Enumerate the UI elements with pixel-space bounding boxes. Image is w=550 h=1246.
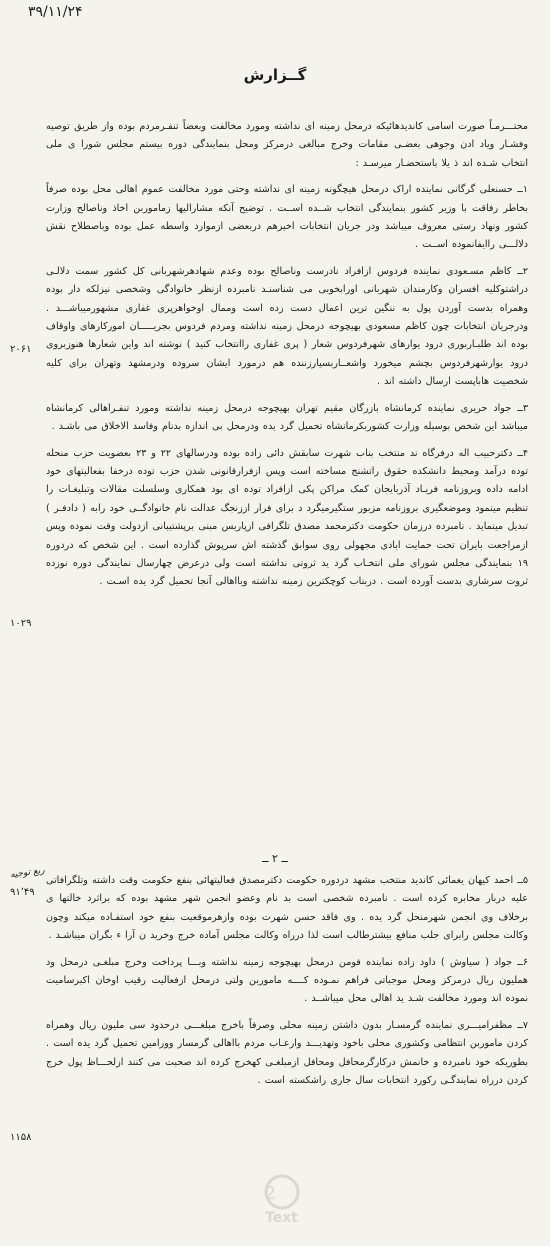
item-1: ۱ــ حسنعلی گرگانی نماینده اراک درمحل هیچگونه زمینه ای نداشته وحتی مورد مخالفت عموم اهالی محل بوده صرفاً بخاطر رفاقت با وزیر کشور بنمایندگی انتخاب شــده اســت . توضیح آنکه مشارالیها زماموربن اخاذ وناصالح وزارت کشور ونهاد رستی معروف میباشد ودر جریان انتخابات اخیرهم دربعضی ازموارد واسطه عمل بوده وباصطلاح نقش دلالـــی راایفانموده اســت .	[46, 184, 528, 251]
document-title: گــزارش	[243, 66, 307, 84]
item-4: ۴ــ دکترحبیب اله درفرگاه ند منتخب بناب شهرت سابقش دائی زاده بوده ودرسالهای ۲۲ و ۲۳ بعضویت حزب منحله توده درآمد ومحیط دانشکده حقوق راتشنج مساخته است وپس ازفرارقانونی شدن حزب توده درخفا بفعالیتهای خود ادامه داده وبروزنامه فریـاد آذربایجان کمک مراکن پکی ازافراد توده ای بود همکاری وسلسلت مقالات وتبلیغـات را تنظیم مینمود وموضعگیری بروزنامه مزبور ستگیرمیگرد د برای فرار اززنجگ عدالت نام خانوادگــی خود رابه ( دادفـر ) تبدیل مینماید . نامبرده درزمان حکومت دکترمحمد مصدق تلگرافی ازپاریس مبنی برپشتیبانی ازدولت وقت نموده وپس ازمراجعت بایران تحت حمایت ابادی مجهولی روی سوابق گذشته اش سرپوش گذارده است . این شخص که دردوره ۱۹ بنمایندگی مجلس شورای ملی انتخـاب گرد ید ثروتی نداشته است ولی درعرض چهارسال نمایندگی دوره نوزده ثروت سرشاری بدست آورده است . دربناب کوچکترین زمینه نداشته وبااهالی آنجا تحمیل گرد یده اسـت .	[46, 447, 528, 588]
svg-text:2: 2	[264, 1183, 276, 1204]
item-6: ۶ــ جواد ( سیاوش ) داود زاده نماینده فومن درمحل بهیچوجه زمینه نداشته وبـــا پرداخت وخرج مبلغـی درمحل ود هملیون ریال درمرکز ومحل موجباتی فراهم نمـوده کــــه ماموربن ولتی درمحل ازفعالیت رقیب اوخان اکبرسامیت نموده اند ومورد مخالفت شـد ید اهالی محل میباشــد .	[46, 956, 528, 1005]
page-number: ــ ۲ ــ	[262, 852, 288, 865]
margin-number-item-5: ۹۱٬۴۹	[10, 887, 35, 898]
item-5: ۵ــ احمد کیهان یغمائی کاندید منتخب مشهد دردوره حکومت دکترمصدق فعالیتهائی بنفع حکومت وقت داشته وتلگرافاتی علیه دربار مخابره کرده است . نامبرده شخصی است بد نام وعضو انجمن شهر مشهد بوده که براثرد خالتها ی برخلاف وی انجمن شهرمنحل گرد یده . وی فاقد حسن شهرت بوده وازهرموقعیت بنفع خود استفـاده میکند وچون وکالت مجلس رابرای جلب منافع بیشترطالب است لذا درراه وکالت مجلس آماده خرج وخرید ن آرا ء بگران میباشـد .	[46, 875, 528, 942]
margin-number-item-7: ۱۱۵۸	[10, 1132, 32, 1143]
text-block-2	[46, 872, 528, 1090]
intro-paragraph: محتـــرمـاً صورت اسامی کاندیدهائیکه درمحل زمینه ای نداشته ومورد مخالفت وبعضاً تنفـرمردم بوده واز طریق توصیه وفشـار ویاد ادن وجوهی بعضـی مقامات وخرج مبالغی درمرکز ومحل بنمایندگی دوره بیستم مجلس شورا ی ملی انتخاب شـده اند ذ یلا باستحضـار میرسـد :	[46, 121, 528, 169]
text-block-1	[46, 118, 528, 592]
margin-number-item-4: ۱۰۲۹	[10, 618, 32, 629]
item-7: ۷ــ مظفرامیـــری نماینده گرمسـار بدون داشتن زمینه محلی وصرفاً باخرج مبلغـــی درحدود سی ملیون ریال وهمراه کردن ماموربن انتظامی وکشوری محلی باخود وتهدیـــد وارعـاب مردم بااهالی گرمسار وورامین تحمیل گرد یده است . بطوریکه خود نامبرده و خانمش درکارگرمحافل ومحافل ازمبلغـی کهخرج کرده اند صحبت می کنند ازلحـــاظ پول خرج کردن درراه نمایندگـی رکورد انتخابات سال جاری راشکسته است .	[46, 1019, 528, 1087]
watermark-logo-icon	[262, 1170, 352, 1230]
margin-note: ربع توجیه	[9, 865, 46, 881]
svg-text:Text: Text	[265, 1210, 298, 1226]
document-date: ۳۹/۱۱/۲۴	[28, 4, 83, 20]
margin-number-item-2: ۲۰۶۱	[10, 344, 32, 355]
item-3: ۳ــ جواد حریری نماینده کرمانشاه بازرگان مقیم تهران بهیچوجه درمحل زمینه نداشته ومورد تنفـراهالی کرمانشاه میباشد این شخص بوسیله وزارت کشوربکرمانشاه تحمیل گرد یده ودرمحل بی اندازه بدنام وفاسد الاخلاق می باشـد .	[46, 402, 528, 433]
item-2: ۲ــ کاظم مسـعودی نماینده فردوس ازافراد نادرست وناصالح بوده وعدم شهادهرشهربانی کل کشور سمت دلالـی دراشتوکلیه افسران وکارمندان شهربانی اورابخوبی می شناسنـد نامبرده ازنظر خانوادگی وشخصی نیزلکه دار بوده وهمراه بدست آوردن پول به ننگین ترین اعمال دست زده است وممال اوخواهرپری غفاری مشهورمیباشـــد . ودرجریان انتخابات چون کاظم مسعودی بهیچوجه درمحل زمینه نداشته ومردم فردوس بجریـــــان امورکارهای واوقاف بوده اند طلبـاربوری درود یوارهای شهرفردوس شعار ( پری غفاری راانتخاب کنید ) نوشته اند واین شعارها هنوزبروی درود یوارشهرفردوس بچشم میخورد واشعــاربسیارزننده هم درمورد ایشان سروده ودرمشهد وتهران برای کلیه شخصیت هاباپست ارسال داشته اند .	[46, 265, 528, 388]
